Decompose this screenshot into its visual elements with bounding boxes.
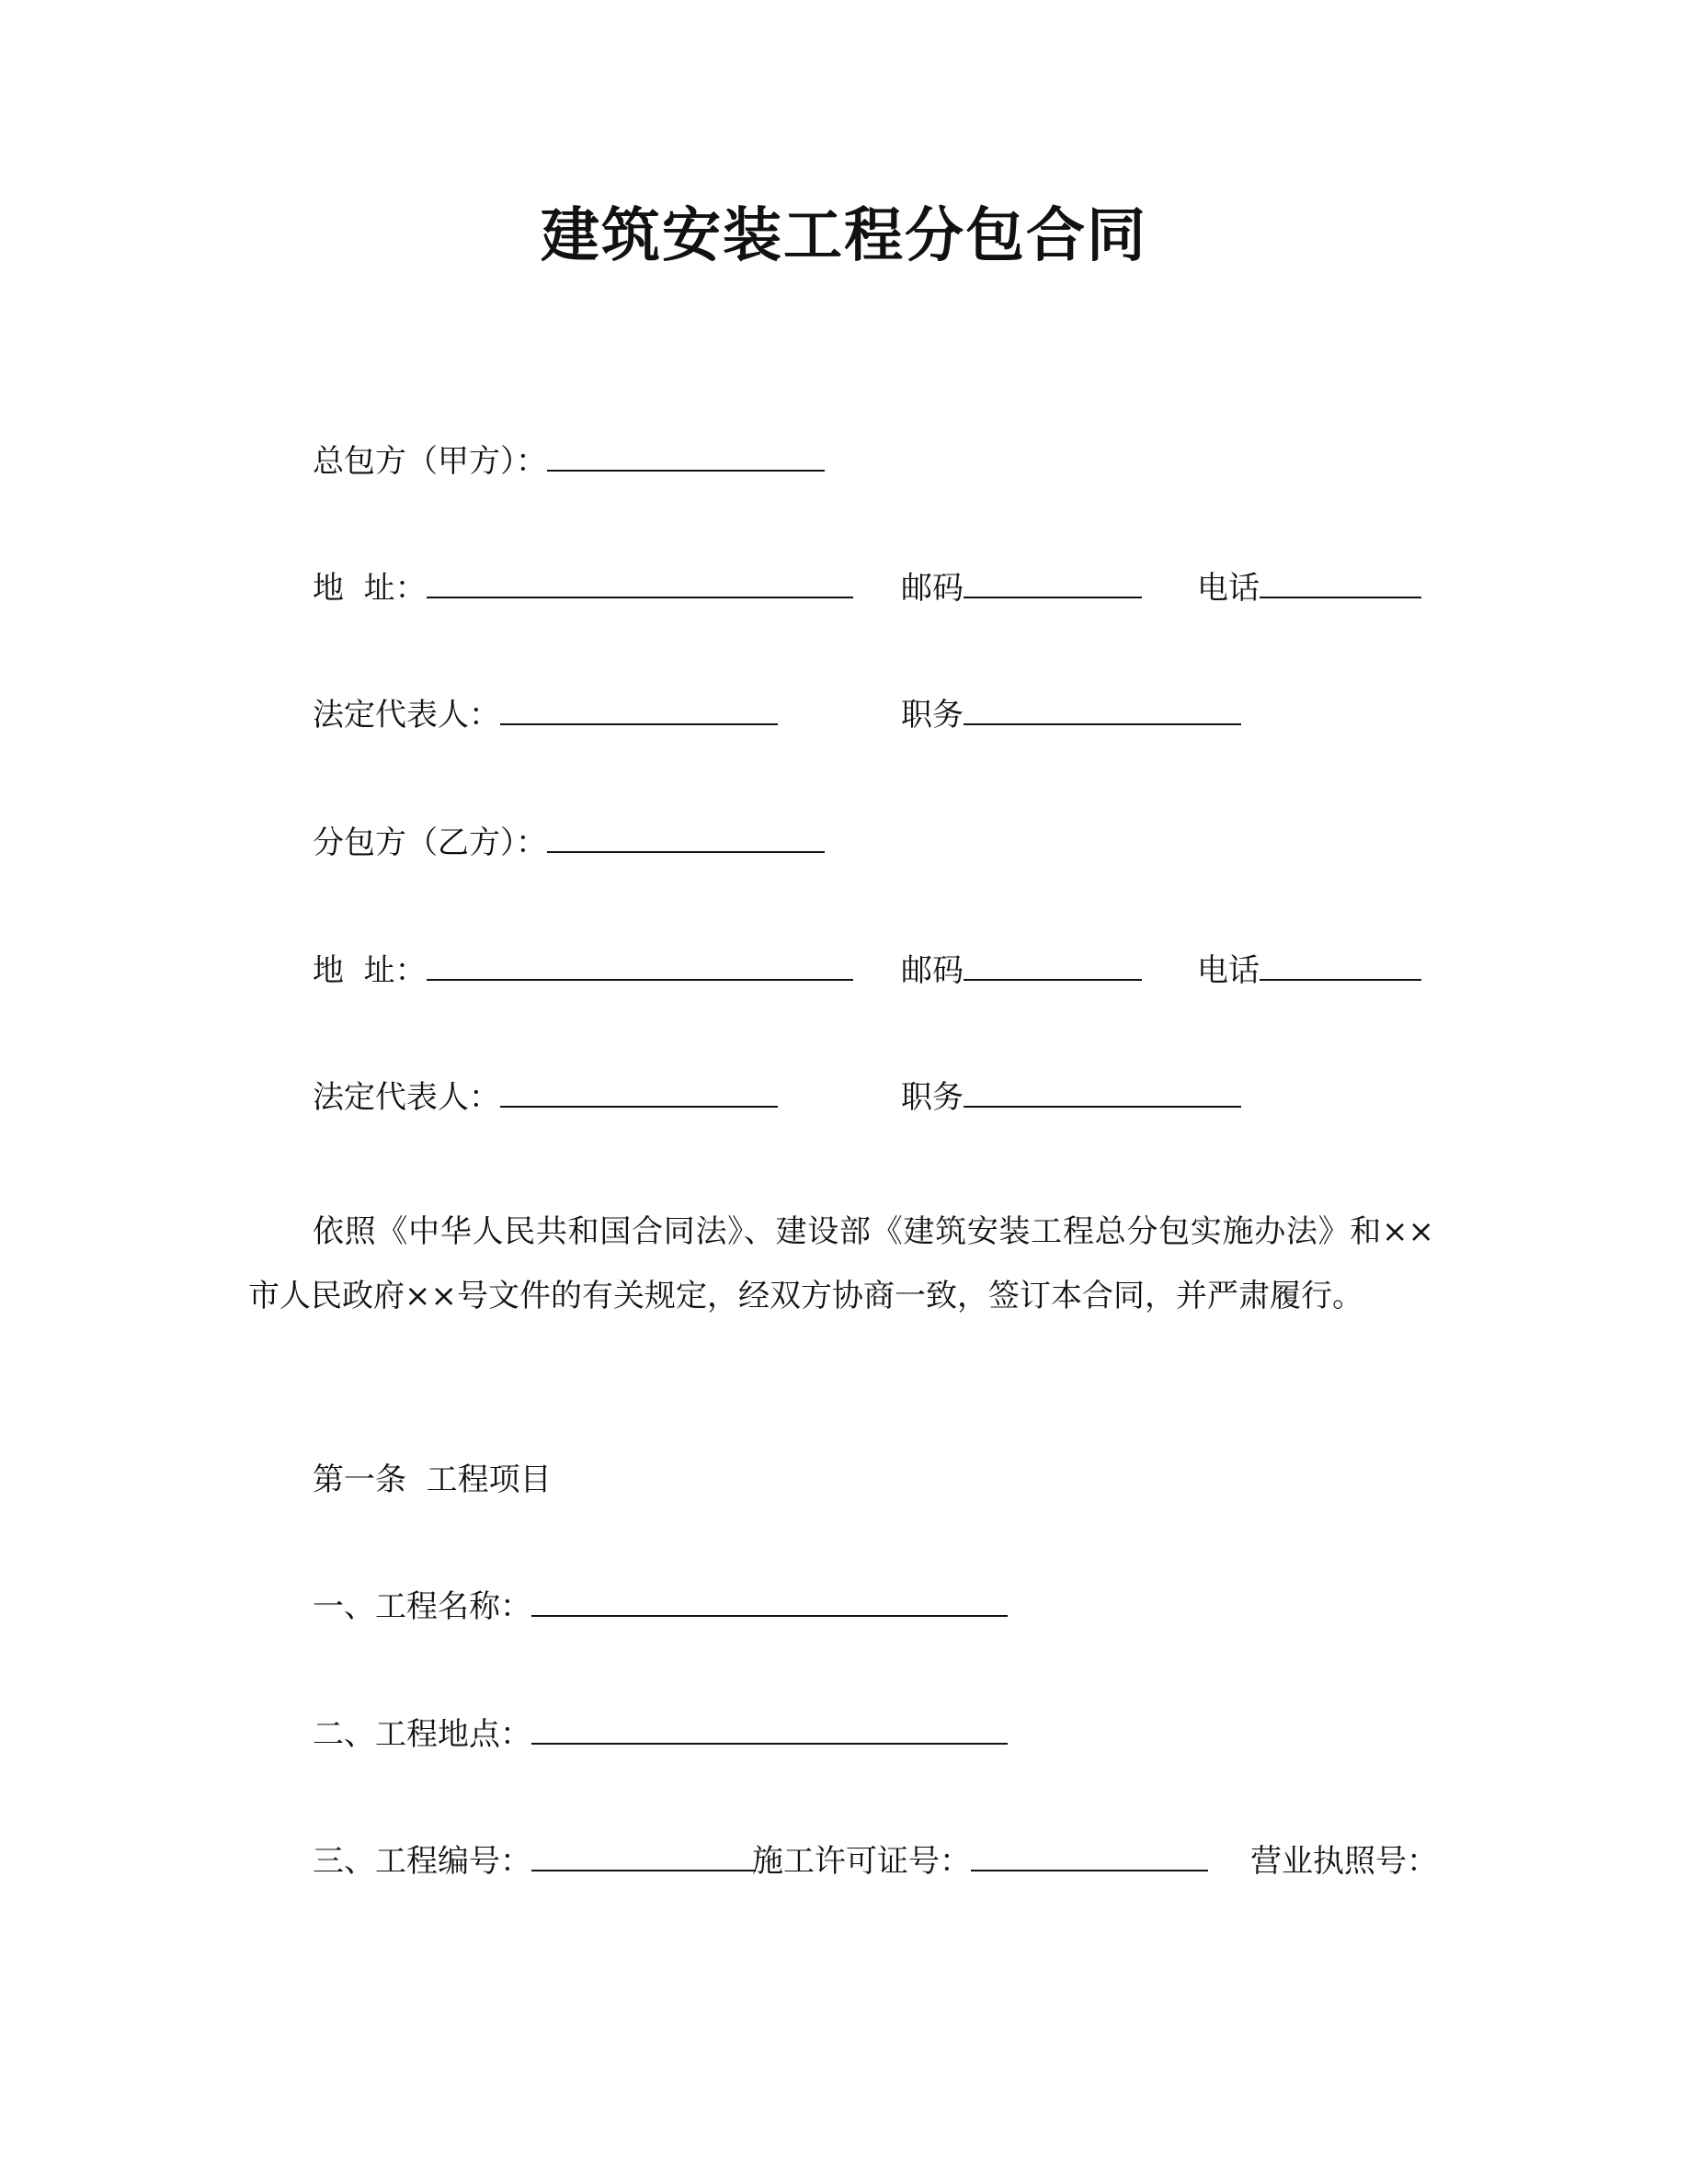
business-license-label: 营业执照号： — [1250, 1843, 1438, 1880]
project-location-row — [313, 1712, 1008, 1757]
party-a-address-field[interactable] — [427, 565, 853, 598]
article-1-heading — [313, 1457, 552, 1503]
permit-number-label: 施工许可证号： — [752, 1843, 971, 1880]
party-a-position-label: 职务 — [901, 697, 964, 734]
project-name-field[interactable] — [531, 1584, 1008, 1617]
party-b-phone-label: 电话 — [1197, 952, 1260, 989]
party-b-position-label: 职务 — [901, 1079, 964, 1116]
project-number-label: 三、工程编号： — [313, 1843, 531, 1880]
party-b-address-label: 地 址： — [313, 952, 427, 989]
permit-number-field[interactable] — [971, 1838, 1208, 1871]
party-a-address-label: 地 址： — [313, 570, 427, 607]
party-b-label: 分包方（乙方）： — [313, 825, 547, 861]
party-a-row — [313, 438, 825, 484]
party-b-row — [313, 820, 825, 866]
party-a-phone-field[interactable] — [1260, 565, 1421, 598]
party-b-postcode-label: 邮码 — [901, 952, 964, 989]
project-location-field[interactable] — [531, 1712, 1008, 1745]
preamble-paragraph: 依照《中华人民共和国合同法》、建设部《建筑安装工程总分包实施办法》和××市人民政府××号文件的有关规定，经双方协商一致，签订本合同，并严肃履行。 — [248, 1213, 1434, 1314]
project-name-label: 一、工程名称： — [313, 1588, 531, 1625]
party-a-position-field[interactable] — [964, 692, 1241, 725]
party-b-name-field[interactable] — [547, 820, 825, 853]
article-1-heading-text: 第一条 工程项目 — [313, 1462, 552, 1498]
party-b-postcode-field[interactable] — [964, 948, 1142, 981]
party-b-address-row — [313, 948, 1434, 994]
project-number-field[interactable] — [531, 1838, 756, 1871]
project-name-row — [313, 1584, 1008, 1630]
party-b-rep-row — [313, 1075, 1434, 1120]
party-a-phone-label: 电话 — [1197, 570, 1260, 607]
party-a-name-field[interactable] — [547, 438, 825, 472]
party-a-address-row — [313, 565, 1434, 611]
party-a-postcode-label: 邮码 — [901, 570, 964, 607]
party-a-label: 总包方（甲方）： — [313, 443, 547, 480]
project-location-label: 二、工程地点： — [313, 1716, 531, 1753]
party-b-phone-field[interactable] — [1260, 948, 1421, 981]
party-a-rep-label: 法定代表人： — [313, 697, 500, 734]
party-a-postcode-field[interactable] — [964, 565, 1142, 598]
party-a-rep-row — [313, 692, 1434, 738]
project-number-row — [313, 1838, 1438, 1884]
party-a-rep-field[interactable] — [500, 692, 778, 725]
party-b-rep-field[interactable] — [500, 1075, 778, 1108]
party-b-position-field[interactable] — [964, 1075, 1241, 1108]
party-b-address-field[interactable] — [427, 948, 853, 981]
document-title: 建筑安装工程分包合同 — [541, 202, 1147, 270]
party-b-rep-label: 法定代表人： — [313, 1079, 500, 1116]
